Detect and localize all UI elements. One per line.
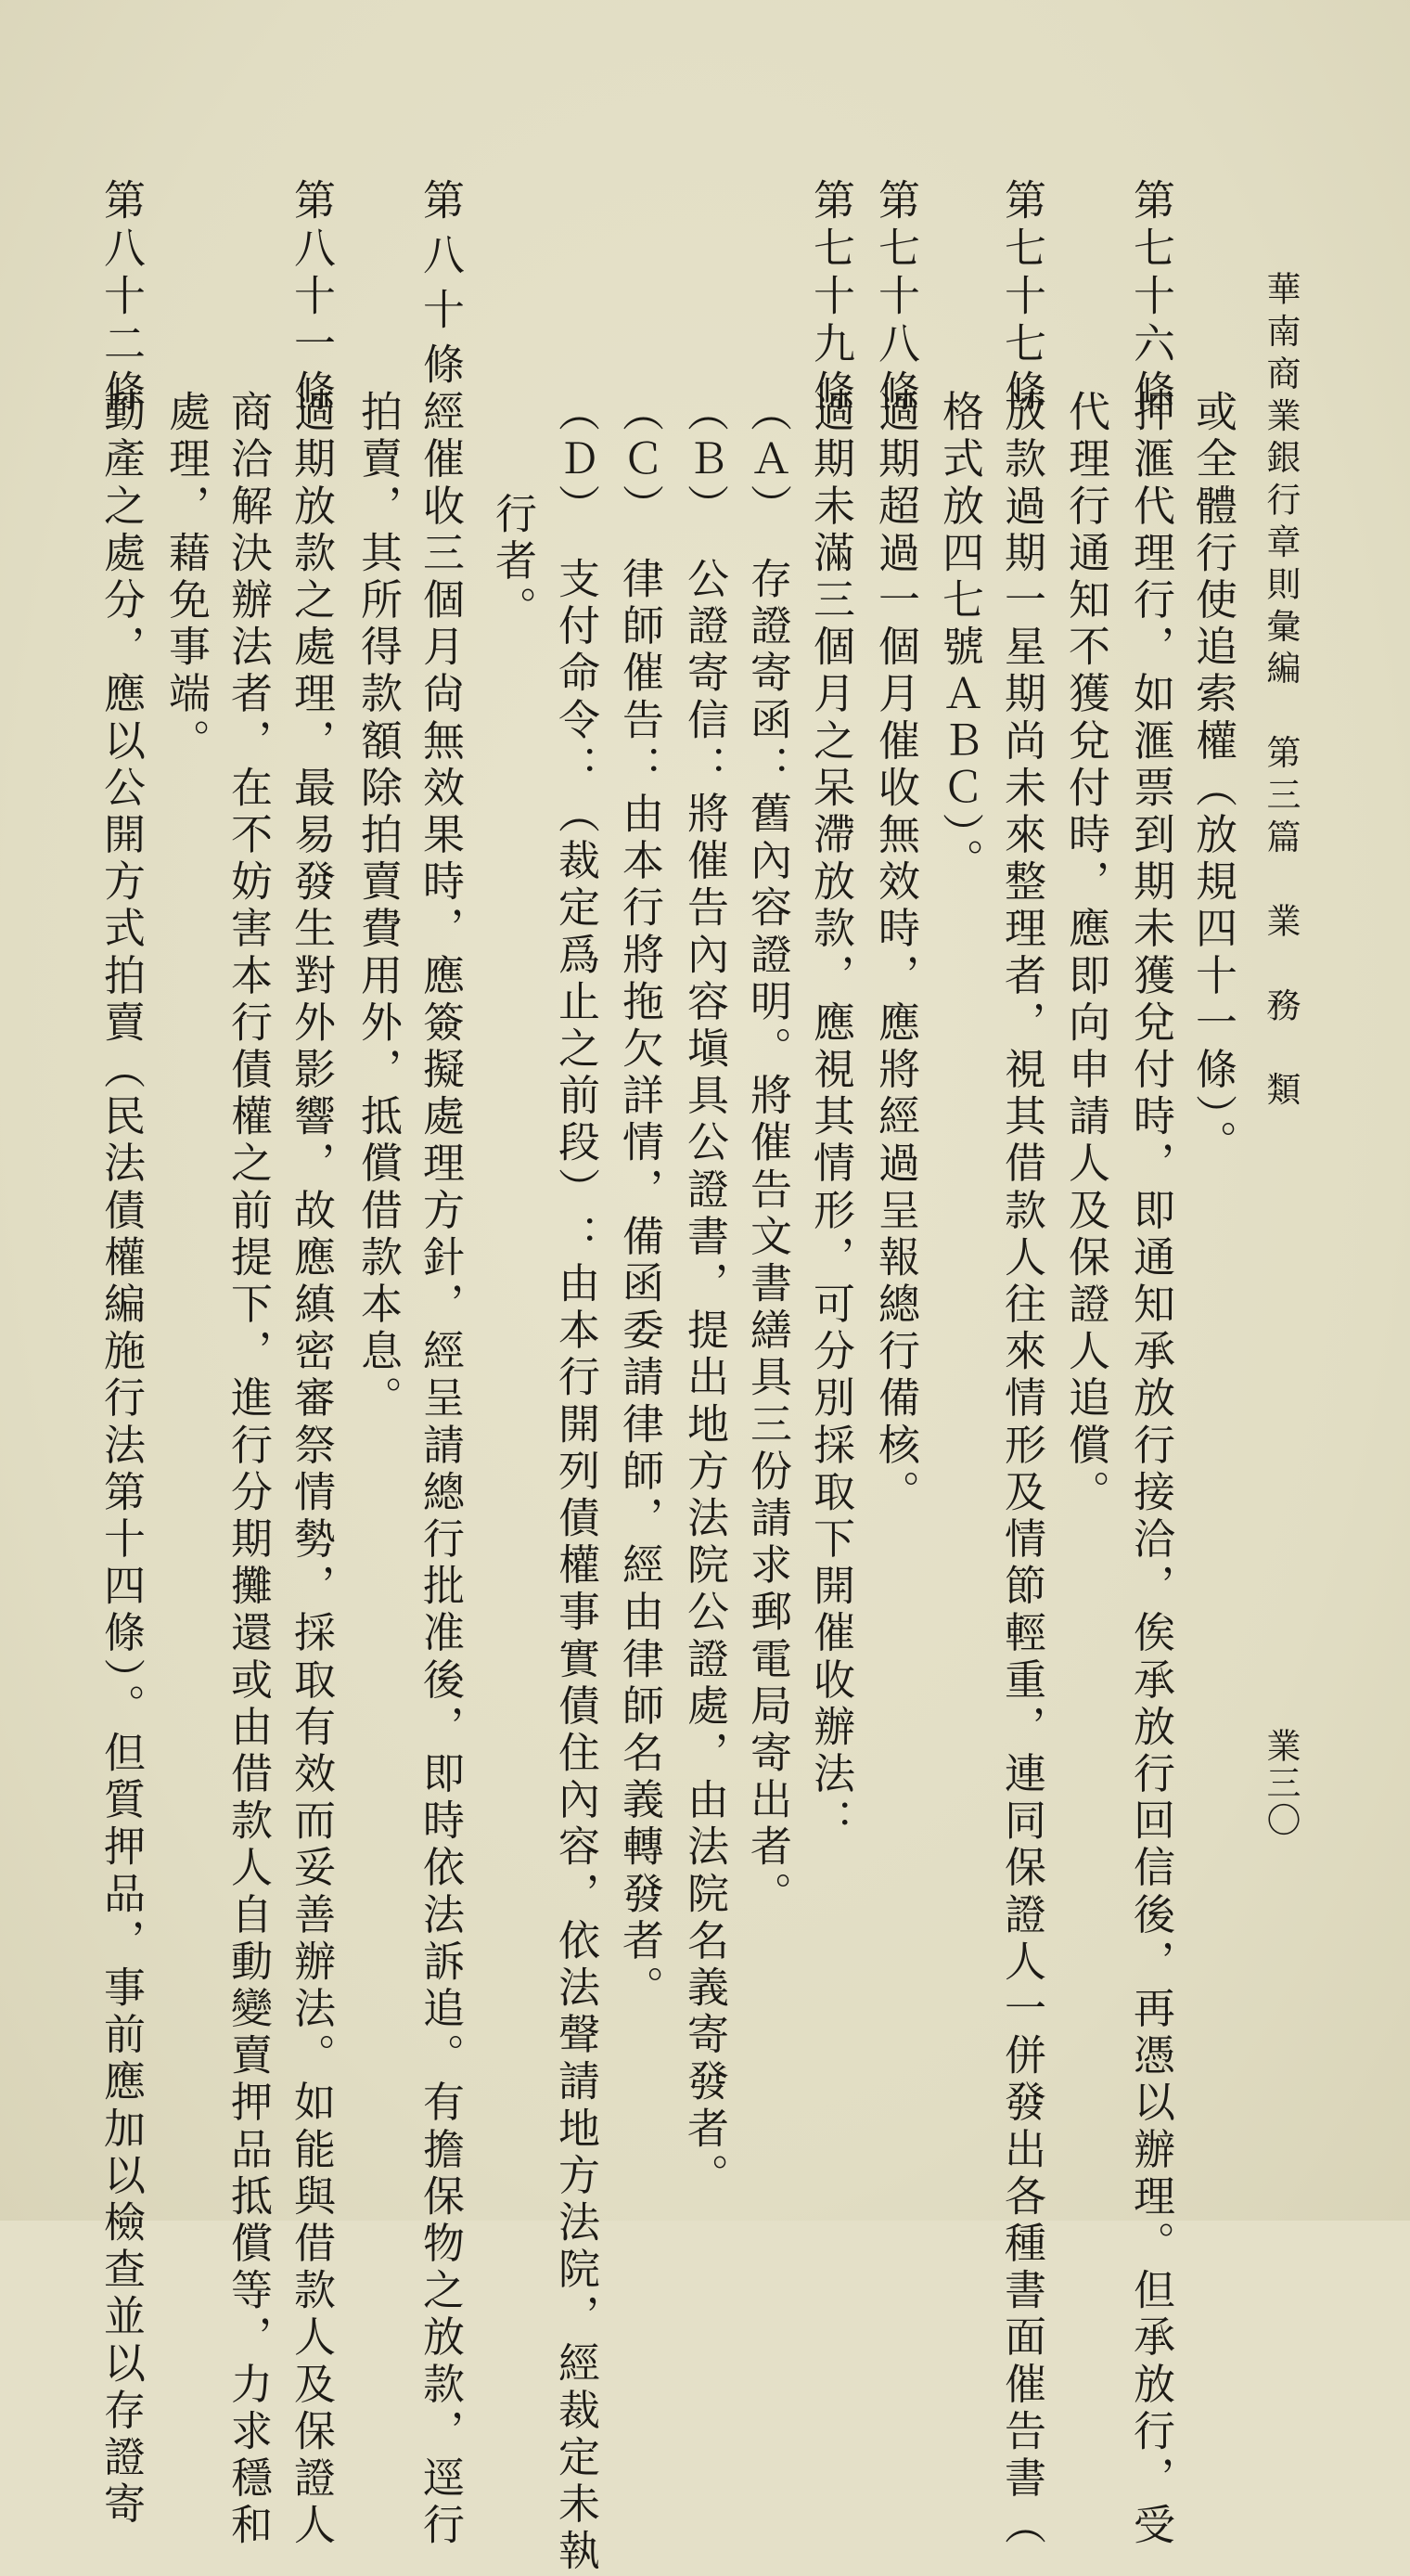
text-line-12: 行者。 — [488, 492, 537, 633]
running-title: 華南商業銀行章則彙編 第三篇 業 務 類 — [1261, 271, 1301, 1114]
text-line-15: 過期放款之處理，最易發生對外影響，故應縝密審祭情勢，採取有效而妥善辦法。如能與借款人及保證人 — [287, 390, 336, 2550]
article-label-77: 第七十七條 — [997, 178, 1046, 418]
text-line-11: （Ｄ） 支付命令：（裁定爲止之前段）：由本行開列債權事實債住內容，依法聲請地方法院，經裁定未執 — [551, 390, 600, 2576]
text-line-1: 或全體行使追索權（放規四十一條）。 — [1188, 390, 1237, 1167]
article-label-78: 第七十八條 — [871, 178, 920, 418]
article-label-81: 第八十一條 — [287, 178, 336, 418]
article-label-79: 第七十九條 — [806, 178, 855, 418]
article-label-76: 第七十六條 — [1126, 178, 1175, 418]
text-line-2: 押滙代理行，如滙票到期未獲兌付時，即通知承放行接洽，俟承放行回信後，再憑以辦理。但承放行，受 — [1126, 390, 1175, 2550]
article-label-82: 第八十二條 — [96, 178, 146, 418]
article-label-80: 第八十條 — [416, 178, 465, 397]
text-line-17: 處理，藉免事端。 — [161, 390, 211, 766]
text-line-14: 拍賣，其所得款額除拍賣費用外，抵償借款本息。 — [353, 390, 403, 1423]
text-line-18: 動產之處分，應以公開方式拍賣（民法債權編施行法第十四條）。但質押品，事前應加以檢查並以存證寄 — [96, 390, 146, 2530]
text-line-6: 過期超過一個月催收無效時，應將經過呈報總行備核。 — [871, 390, 920, 1517]
text-line-4: 放款過期一星期尚未來整理者，視其借款人往來情形及情節輕重，連同保證人一併發出各種書面催告書（ — [997, 390, 1046, 2550]
page-number: 業三〇 — [1261, 1728, 1301, 1839]
text-line-10: （Ｃ） 律師催告：由本行將拖欠詳情，備函委請律師，經由律師名義轉發者。 — [615, 390, 664, 2013]
text-line-5: 格式放四七號ＡＢＣ）。 — [935, 390, 984, 886]
text-line-3: 代理行通知不獲兌付時，應即向申請人及保證人追償。 — [1061, 390, 1110, 1517]
text-line-7: 過期未滿三個月之呆滯放款，應視其情形，可分別採取下開催收辦法： — [806, 390, 855, 1846]
text-line-9: （Ｂ） 公證寄信：將催告內容塡具公證書，提出地方法院公證處，由法院名義寄發者。 — [680, 390, 729, 2200]
text-line-8: （Ａ） 存證寄函：舊內容證明。將催告文書繕具三份請求郵電局寄出者。 — [743, 390, 792, 1919]
text-line-13: 經催收三個月尙無效果時，應簽擬處理方針，經呈請總行批准後，即時依法訴追。有擔保物之放款，逕行 — [416, 390, 465, 2550]
text-line-16: 商洽解決辦法者，在不妨害本行債權之前提下，進行分期攤還或由借款人自動變賣押品抵償等，力求穩和 — [224, 390, 273, 2550]
